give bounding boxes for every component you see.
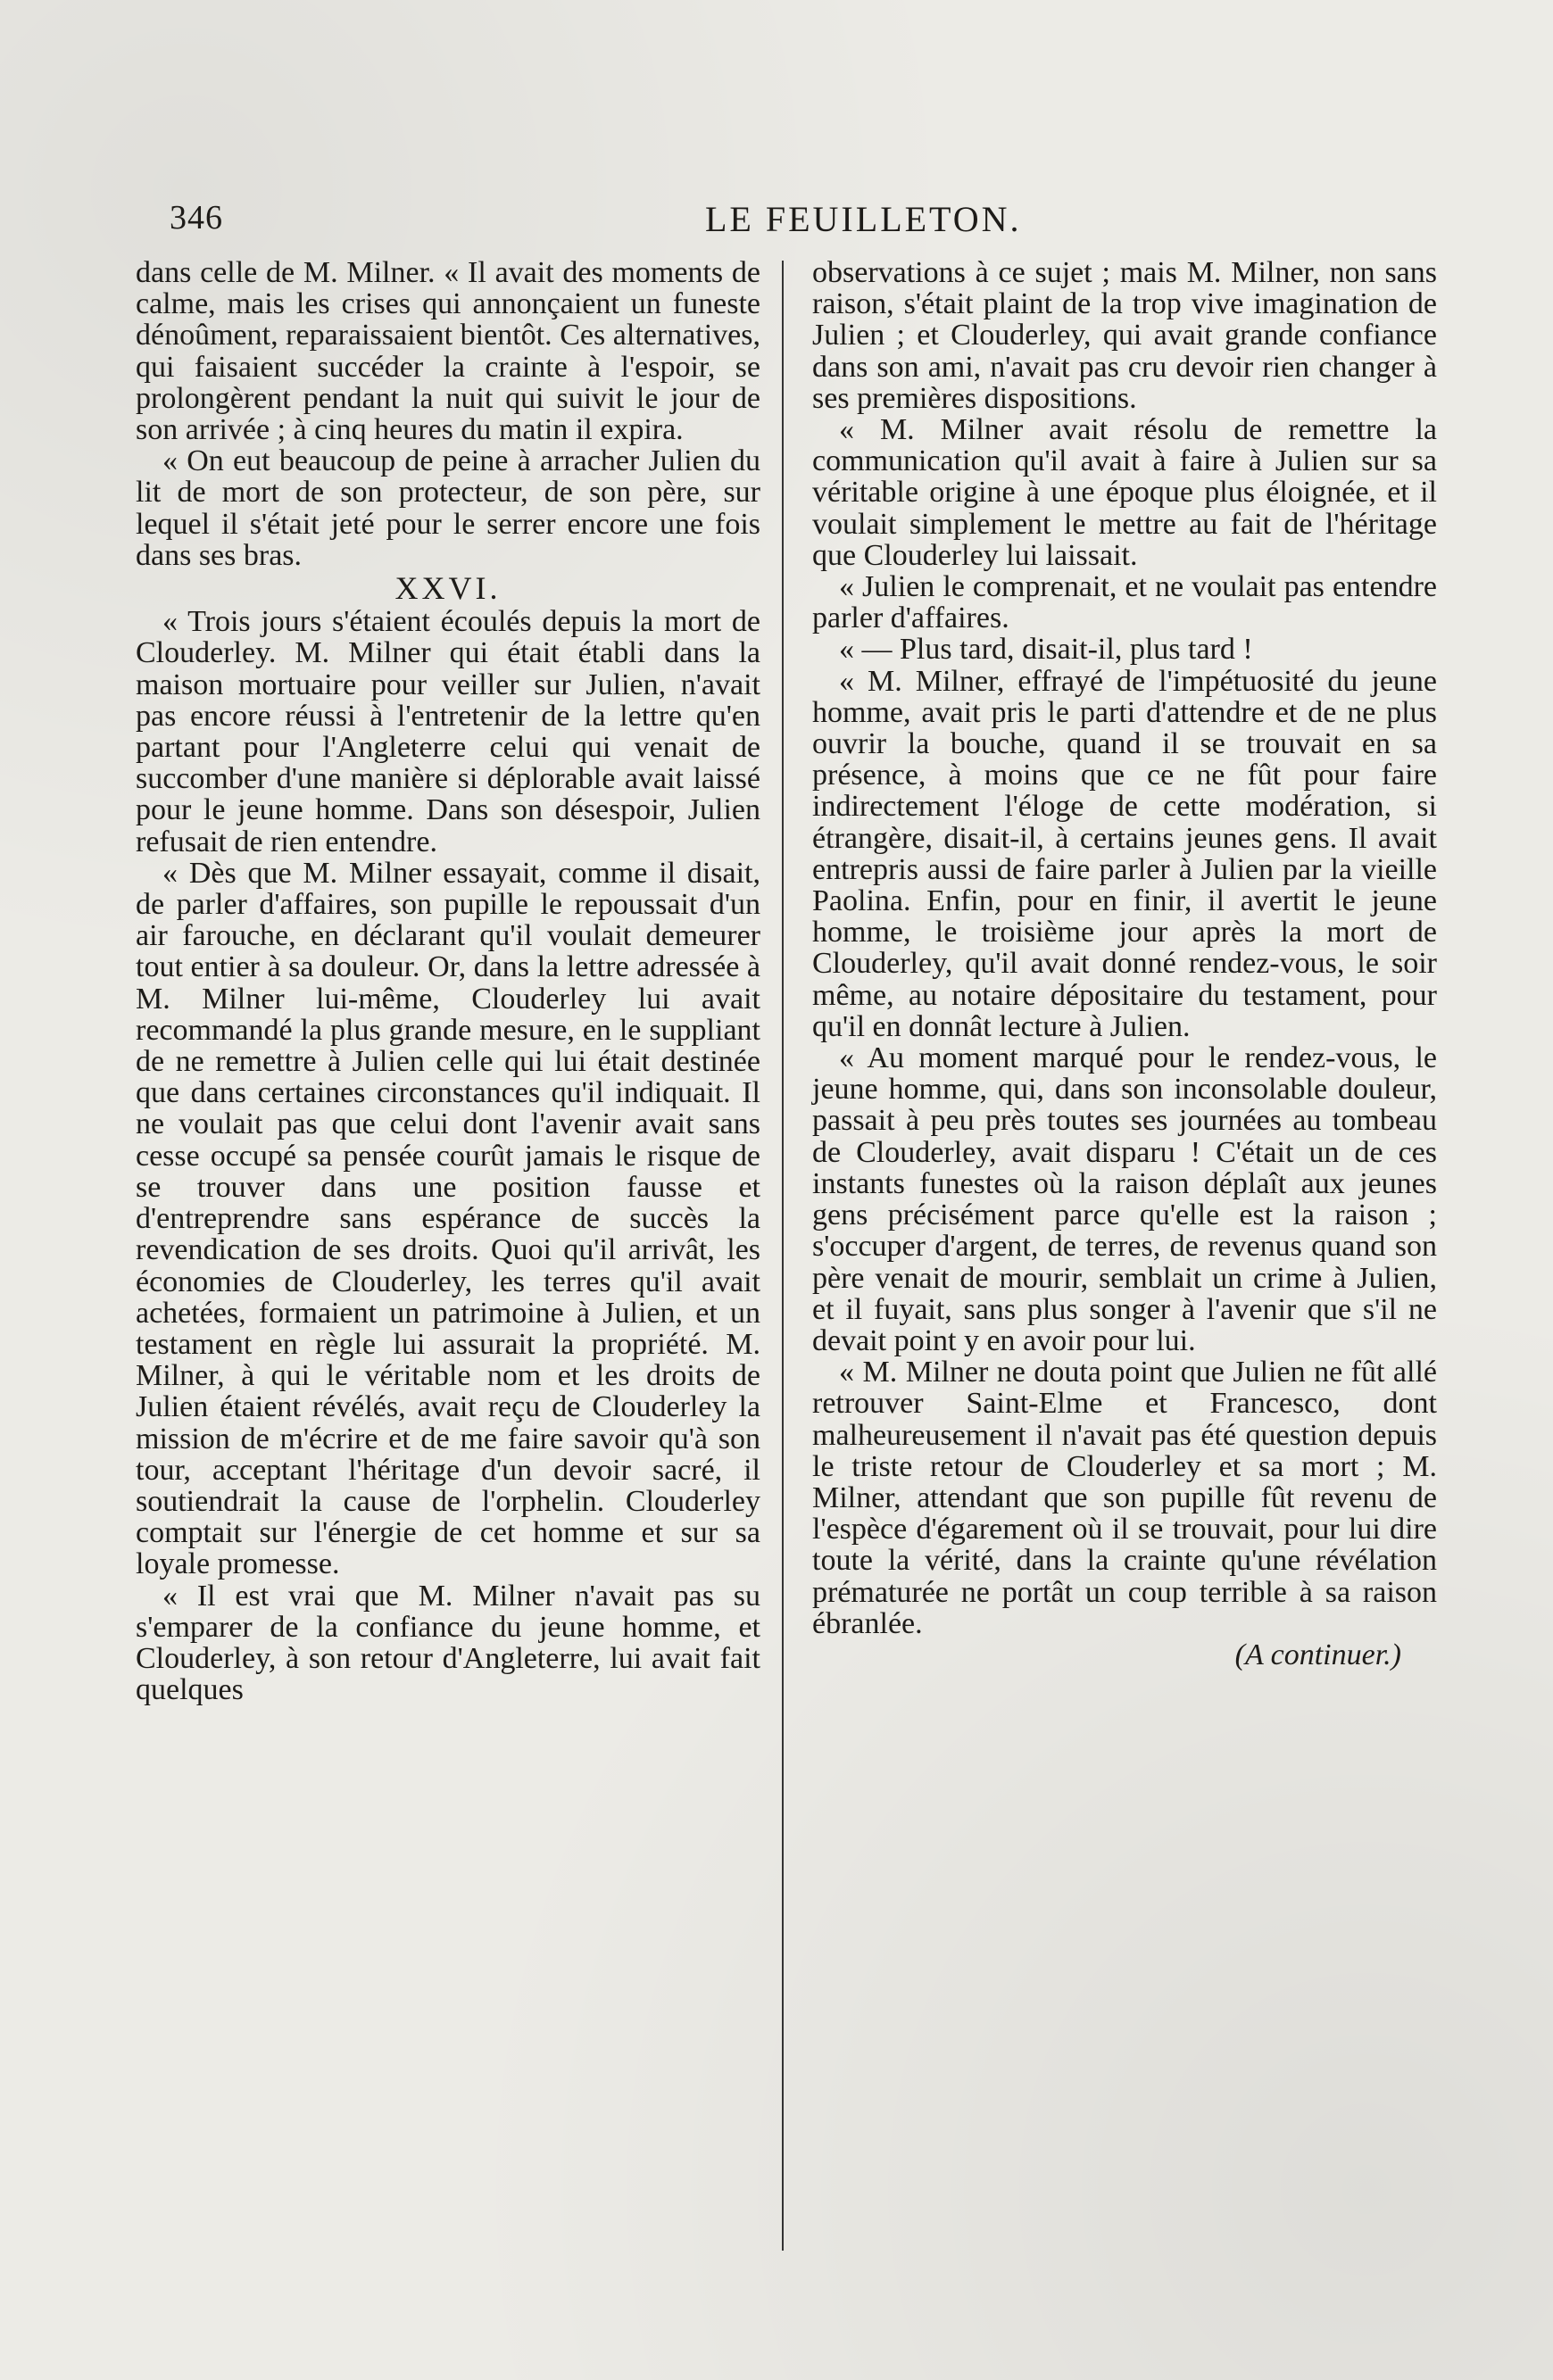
- right-column: [812, 257, 1437, 1671]
- paragraph: « Au moment marqué pour le rendez-vous, le jeune homme, qui, dans son inconsolable douleur, passait à peu près toutes ses journées au tombeau de Clouderley, avait disparu ! C'était un de ces instants funestes où la raison déplaît aux jeunes gens précisément parce qu'elle est la raison ; s'occuper d'argent, de terres, de revenus quand son père venait de mourir, semblait un crime à Julien, et il fuyait, sans plus songer à l'avenir que s'il ne devait point y en avoir pour lui.: [812, 1041, 1437, 1357]
- column-divider: [782, 261, 784, 2251]
- paragraph: « Dès que M. Milner essayait, comme il disait, de parler d'affaires, son pupille le repoussait d'un air farouche, en déclarant qu'il voulait demeurer tout entier à sa douleur. Or, dans la lettre adressée à M. Milner lui-même, Clouderley lui avait recommandé la plus grande mesure, en le suppliant de ne remettre à Julien celle qui lui était destinée que dans certaines circonstances qu'il indiquait. Il ne voulait pas que celui dont l'avenir avait sans cesse occupé sa pensée courût jamais le risque de se trouver dans une position fausse et d'entreprendre sans espérance de succès la revendication de ses droits. Quoi qu'il arrivât, les économies de Clouderley, les terres qu'il avait achetées, formaient un patrimoine à Julien, et un testament en règle lui assurait la propriété. M. Milner, à qui le véritable nom et les droits de Julien étaient révélés, avait reçu de Clouderley la mission de m'écrire et de me faire savoir qu'à son tour, acceptant l'héritage d'un devoir sacré, il soutiendrait la cause de l'orphelin. Clouderley comptait sur l'énergie de cet homme et sur sa loyale promesse.: [136, 856, 760, 1581]
- left-column: [136, 257, 760, 1705]
- paragraph: « Trois jours s'étaient écoulés depuis la mort de Clouderley. M. Milner qui était établi dans la maison mortuaire pour veiller sur Julien, n'avait pas encore réussi à l'entretenir de la lettre qu'en partant pour l'Angleterre celui qui venait de succomber d'une manière si déplorable avait laissé pour le jeune homme. Dans son désespoir, Julien refusait de rien entendre.: [136, 605, 760, 858]
- paragraph: « Il est vrai que M. Milner n'avait pas su s'emparer de la confiance du jeune homme, et Clouderley, à son retour d'Angleterre, lui avait fait quelques: [136, 1579, 760, 1707]
- running-title: LE FEUILLETON.: [705, 199, 1022, 239]
- paragraph: « On eut beaucoup de peine à arracher Julien du lit de mort de son protecteur, de son père, sur lequel il s'était jeté pour le serrer encore une fois dans ses bras.: [136, 444, 760, 572]
- paragraph: « M. Milner, effrayé de l'impétuosité du jeune homme, avait pris le parti d'attendre et de ne plus ouvrir la bouche, quand il se trouvait en sa présence, à moins que ce ne fût pour faire indirectement l'éloge de cette modération, si étrangère, disait-il, à certains jeunes gens. Il avait entrepris aussi de faire parler à Julien par la vieille Paolina. Enfin, pour en finir, il avertit le jeune homme, le troisième jour après la mort de Clouderley, qu'il avait donné rendez-vous, le soir même, au notaire dépositaire du testament, pour qu'il en donnât lecture à Julien.: [812, 664, 1437, 1043]
- page-number: 346: [170, 199, 223, 236]
- paragraph: « M. Milner ne douta point que Julien ne fût allé retrouver Saint-Elme et Francesco, dont malheureusement il n'avait pas été question depuis le triste retour de Clouderley et sa mort ; M. Milner, attendant que son pupille fût revenu de l'espèce d'égarement où il se trouvait, pour lui dire toute la vérité, dans la crainte qu'une révélation prématurée ne portât un coup terrible à sa raison ébranlée.: [812, 1356, 1437, 1640]
- paragraph: dans celle de M. Milner. « Il avait des moments de calme, mais les crises qui annonçaient un funeste dénoûment, reparaissaient bientôt. Ces alternatives, qui faisaient succéder la crainte à l'espoir, se prolongèrent pendant la nuit qui suivit le jour de son arrivée ; à cinq heures du matin il expira.: [136, 256, 760, 447]
- paragraph: observations à ce sujet ; mais M. Milner, non sans raison, s'était plaint de la trop vive imagination de Julien ; et Clouderley, qui avait grande confiance dans son ami, n'avait pas cru devoir rien changer à ses premières dispositions.: [812, 256, 1437, 415]
- page-header: [170, 198, 1455, 252]
- paragraph: « M. Milner avait résolu de remettre la communication qu'il avait à faire à Julien sur sa véritable origine à une époque plus éloignée, et il voulait simplement le mettre au fait de l'héritage que Clouderley lui laissait.: [812, 413, 1437, 572]
- chapter-heading: XXVI.: [394, 570, 502, 607]
- paragraph: « — Plus tard, disait-il, plus tard !: [839, 633, 1253, 667]
- continued-note: (A continuer.): [1234, 1638, 1401, 1671]
- paragraph: « Julien le comprenait, et ne voulait pas entendre parler d'affaires.: [812, 570, 1437, 635]
